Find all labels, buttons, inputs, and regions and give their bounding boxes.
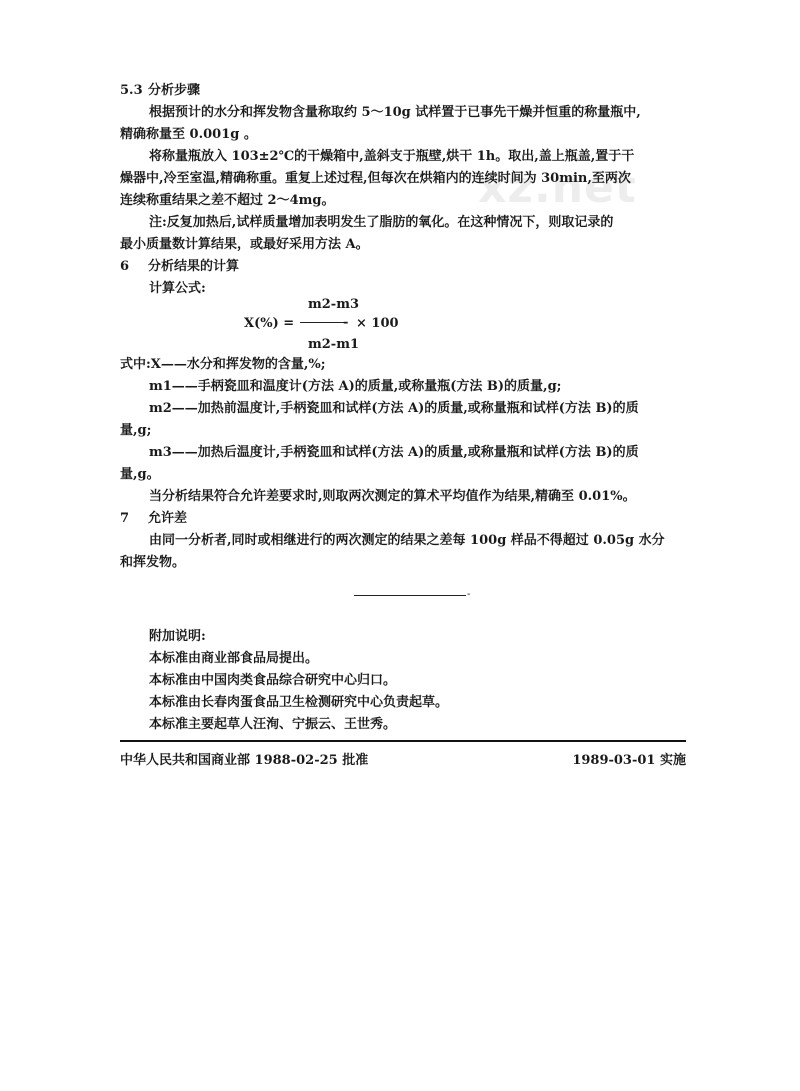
section-number: 7 — [120, 511, 130, 526]
formula-denominator: m2-m1 — [308, 337, 359, 352]
result-note: 当分析结果符合允许差要求时,则取两次测定的算术平均值作为结果,精确至 0.01%。 — [149, 489, 636, 504]
formula-dash: - — [343, 315, 349, 330]
formula-lhs: X(%) = — [244, 316, 295, 331]
paragraph-line: 和挥发物。 — [120, 555, 186, 570]
note-line: 最小质量数计算结果，或最好采用方法 A。 — [120, 237, 369, 252]
paragraph-line: 连续称重结果之差不超过 2～4mg。 — [120, 193, 335, 208]
note-line: 注:反复加热后,试样质量增加表明发生了脂肪的氧化。在这种情况下，则取记录的 — [149, 215, 614, 230]
where-m1: m1——手柄瓷皿和温度计(方法 A)的质量,或称量瓶(方法 B)的质量,g; — [149, 379, 562, 394]
paragraph-line: 由同一分析者,同时或相继进行的两次测定的结果之差每 100g 样品不得超过 0.05g 水分 — [149, 533, 665, 548]
separator-mark: - — [467, 589, 471, 600]
additional-item: 本标准由商业部食品局提出。 — [149, 651, 319, 666]
section-title: 分析步骤 — [148, 83, 201, 98]
additional-title: 附加说明: — [149, 629, 206, 644]
footer-rule — [120, 740, 686, 742]
formula-multiplier: × 100 — [356, 316, 399, 331]
additional-item: 本标准主要起草人汪洵、宁振云、王世秀。 — [149, 717, 397, 732]
formula-label: 计算公式: — [149, 281, 206, 296]
additional-item: 本标准由长春肉蛋食品卫生检测研究中心负责起草。 — [149, 695, 449, 710]
where-m2-cont: 量,g; — [120, 423, 152, 438]
watermark-text: xz.net — [478, 162, 637, 213]
section-7-heading — [120, 510, 685, 528]
footer-approval: 中华人民共和国商业部 1988-02-25 批准 — [120, 753, 369, 768]
paragraph-line: 精确称量至 0.001g 。 — [120, 127, 257, 142]
where-m2: m2——加热前温度计,手柄瓷皿和试样(方法 A)的质量,或称量瓶和试样(方法 B)的质 — [149, 401, 639, 416]
where-m3: m3——加热后温度计,手柄瓷皿和试样(方法 A)的质量,或称量瓶和试样(方法 B)的质 — [149, 445, 639, 460]
where-x: 式中:X——水分和挥发物的含量,%; — [120, 357, 326, 372]
section-title: 允许差 — [148, 511, 188, 526]
fraction-bar — [300, 322, 344, 323]
section-number: 6 — [120, 259, 130, 274]
paragraph-line: 根据预计的水分和挥发物含量称取约 5～10g 试样置于已事先干燥并恒重的称量瓶中, — [149, 105, 641, 120]
section-5-3-heading — [120, 82, 685, 100]
section-number: 5.3 — [120, 83, 143, 98]
footer-effective: 1989-03-01 实施 — [572, 753, 686, 768]
section-title: 分析结果的计算 — [148, 259, 240, 274]
section-6-heading — [120, 258, 685, 276]
paragraph-line: 燥器中,冷至室温,精确称重。重复上述过程,但每次在烘箱内的连续时间为 30min,至两次 — [120, 171, 631, 186]
additional-item: 本标准由中国肉类食品综合研究中心归口。 — [149, 673, 397, 688]
end-separator — [354, 595, 466, 596]
formula-numerator: m2-m3 — [308, 297, 359, 312]
paragraph-line: 将称量瓶放入 103±2℃的干燥箱中,盖斜支于瓶壁,烘干 1h。取出,盖上瓶盖,置于干 — [149, 149, 635, 164]
where-m3-cont: 量,g。 — [120, 467, 160, 482]
